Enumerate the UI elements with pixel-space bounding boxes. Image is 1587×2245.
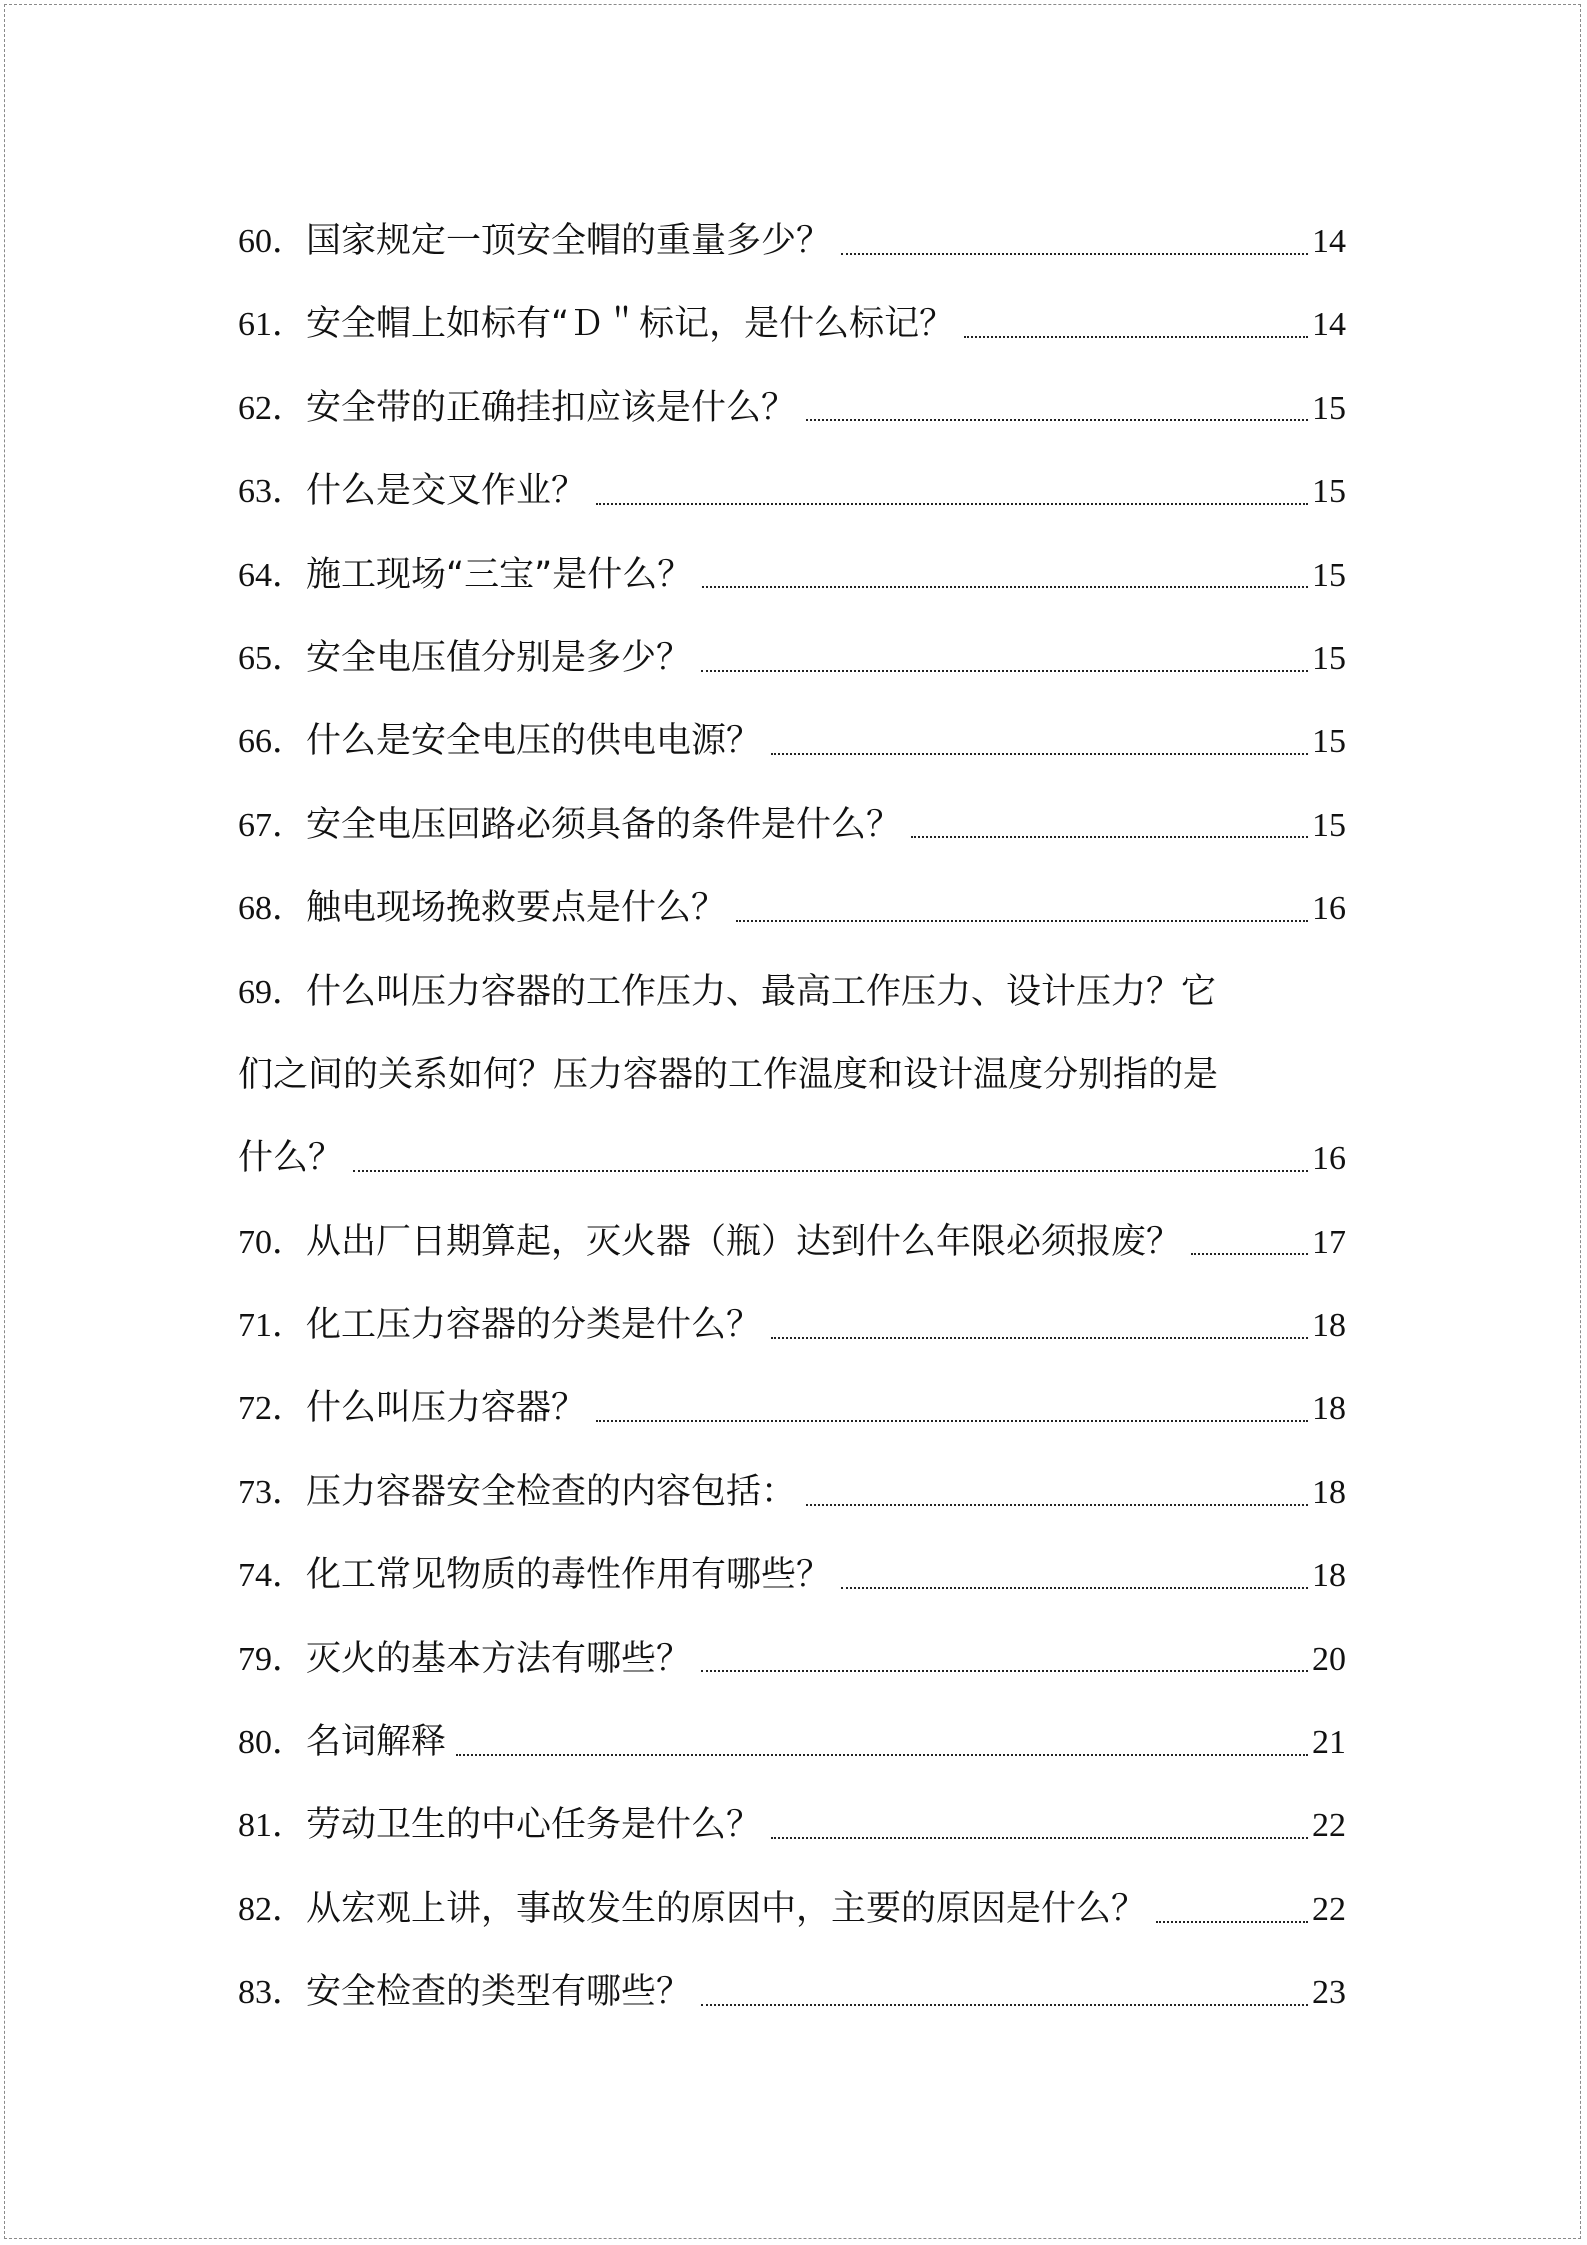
- entry-number: 68．: [238, 890, 306, 928]
- table-of-contents: [238, 200, 1346, 2035]
- entry-title: 国家规定一顶安全帽的重量多少？: [306, 221, 832, 261]
- toc-entry-71[interactable]: [238, 1284, 1346, 1367]
- entry-title: 灭火的基本方法有哪些？: [306, 1638, 692, 1679]
- entry-line-3: [238, 1117, 1346, 1200]
- entry-page-number: 18: [1312, 1557, 1346, 1595]
- entry-number: 60．: [238, 223, 306, 260]
- entry-title-line-2: 们之间的关系如何？压力容器的工作温度和设计温度分别指的是: [238, 1054, 1219, 1095]
- dot-leader: [701, 1670, 1308, 1672]
- toc-entry-79[interactable]: [238, 1618, 1346, 1701]
- entry-page-number: 21: [1312, 1724, 1346, 1762]
- entry-number: 81．: [238, 1807, 306, 1845]
- toc-entry-83[interactable]: [238, 1951, 1346, 2034]
- entry-title: 劳动卫生的中心任务是什么？: [306, 1805, 762, 1846]
- toc-entry-68[interactable]: [238, 867, 1346, 950]
- entry-line-1: [238, 951, 1346, 1034]
- toc-entry-82[interactable]: [238, 1868, 1346, 1951]
- entry-page-number: 18: [1312, 1307, 1346, 1345]
- entry-page-number: 14: [1312, 306, 1346, 344]
- entry-title: 从宏观上讲，事故发生的原因中，主要的原因是什么？: [306, 1888, 1147, 1929]
- entry-number: 82．: [238, 1890, 306, 1928]
- entry-page-number: 15: [1312, 389, 1346, 427]
- dot-leader: [806, 419, 1308, 421]
- entry-page-number: 15: [1312, 806, 1346, 844]
- dot-leader: [806, 1504, 1308, 1506]
- entry-title: 什么叫压力容器？: [306, 1388, 587, 1429]
- entry-page-number: 15: [1312, 723, 1346, 761]
- entry-title: 什么是安全电压的供电电源？: [306, 721, 762, 762]
- toc-entry-80[interactable]: [238, 1701, 1346, 1784]
- entry-number: 67．: [238, 806, 306, 844]
- dot-leader: [841, 253, 1308, 255]
- dot-leader: [771, 753, 1308, 755]
- toc-entry-60[interactable]: [238, 200, 1346, 283]
- entry-page-number: 22: [1312, 1890, 1346, 1928]
- entry-title: 什么是交叉作业？: [306, 471, 587, 512]
- dot-leader: [736, 920, 1308, 922]
- entry-title: 化工常见物质的毒性作用有哪些？: [306, 1555, 832, 1596]
- dot-leader: [841, 1587, 1308, 1589]
- entry-page-number: 17: [1312, 1223, 1346, 1261]
- dot-leader: [701, 670, 1308, 672]
- toc-entry-65[interactable]: [238, 617, 1346, 700]
- entry-title: 从出厂日期算起，灭火器（瓶）达到什么年限必须报废？: [306, 1221, 1182, 1262]
- entry-number: 66．: [238, 723, 306, 761]
- entry-title: 压力容器安全检查的内容包括：: [306, 1471, 797, 1512]
- toc-entry-62[interactable]: [238, 367, 1346, 450]
- entry-page-number: 22: [1312, 1807, 1346, 1845]
- entry-number: 62．: [238, 389, 306, 427]
- entry-number: 64．: [238, 556, 306, 594]
- toc-entry-61[interactable]: [238, 283, 1346, 366]
- entry-number: 80．: [238, 1724, 306, 1762]
- dot-leader: [771, 1337, 1308, 1339]
- entry-title: 安全带的正确挂扣应该是什么？: [306, 387, 797, 428]
- dot-leader: [911, 836, 1308, 838]
- entry-title: 安全检查的类型有哪些？: [306, 1972, 692, 2013]
- entry-title-line-3: 什么？: [238, 1138, 344, 1179]
- entry-number: 73．: [238, 1473, 306, 1511]
- toc-entry-64[interactable]: [238, 534, 1346, 617]
- entry-number: 70．: [238, 1223, 306, 1261]
- entry-number: 71．: [238, 1307, 306, 1345]
- entry-number: 63．: [238, 473, 306, 511]
- dot-leader: [596, 1420, 1308, 1422]
- dot-leader: [1191, 1253, 1308, 1255]
- entry-page-number: 15: [1312, 473, 1346, 511]
- entry-title: 化工压力容器的分类是什么？: [306, 1305, 762, 1346]
- toc-entry-66[interactable]: [238, 700, 1346, 783]
- entry-title: 施工现场“三宝”是什么？: [306, 554, 693, 595]
- dot-leader: [456, 1754, 1308, 1756]
- dot-leader: [702, 586, 1308, 588]
- dot-leader: [771, 1837, 1308, 1839]
- dot-leader: [353, 1170, 1308, 1172]
- entry-page-number: 16: [1312, 1140, 1346, 1178]
- entry-page-number: 14: [1312, 223, 1346, 260]
- entry-title: 安全电压回路必须具备的条件是什么？: [306, 804, 902, 845]
- entry-title: 名词解释: [306, 1722, 447, 1763]
- dot-leader: [964, 336, 1308, 338]
- entry-line-2: [238, 1034, 1346, 1117]
- entry-number: 74．: [238, 1557, 306, 1595]
- toc-entry-70[interactable]: [238, 1201, 1346, 1284]
- entry-page-number: 20: [1312, 1640, 1346, 1678]
- entry-title: 安全帽上如标有“Ｄ＂标记，是什么标记？: [306, 304, 955, 345]
- entry-number: 83．: [238, 1974, 306, 2012]
- entry-page-number: 16: [1312, 890, 1346, 928]
- entry-number: 61．: [238, 306, 306, 344]
- entry-title: 触电现场挽救要点是什么？: [306, 888, 727, 929]
- entry-page-number: 18: [1312, 1390, 1346, 1428]
- toc-entry-74[interactable]: [238, 1534, 1346, 1617]
- toc-entry-72[interactable]: [238, 1367, 1346, 1450]
- entry-page-number: 18: [1312, 1473, 1346, 1511]
- dot-leader: [1156, 1921, 1308, 1923]
- entry-page-number: 15: [1312, 556, 1346, 594]
- dot-leader: [701, 2004, 1308, 2006]
- dot-leader: [596, 503, 1308, 505]
- entry-title: 安全电压值分别是多少？: [306, 637, 692, 678]
- toc-entry-73[interactable]: [238, 1451, 1346, 1534]
- entry-number: 69．: [238, 973, 306, 1011]
- toc-entry-67[interactable]: [238, 784, 1346, 867]
- entry-page-number: 15: [1312, 639, 1346, 677]
- entry-title-line-1: 什么叫压力容器的工作压力、最高工作压力、设计压力？它: [306, 971, 1217, 1012]
- entry-number: 65．: [238, 639, 306, 677]
- toc-entry-81[interactable]: [238, 1784, 1346, 1867]
- entry-number: 72．: [238, 1390, 306, 1428]
- entry-page-number: 23: [1312, 1974, 1346, 2012]
- entry-number: 79．: [238, 1640, 306, 1678]
- toc-entry-63[interactable]: [238, 450, 1346, 533]
- toc-entry-69[interactable]: [238, 951, 1346, 1201]
